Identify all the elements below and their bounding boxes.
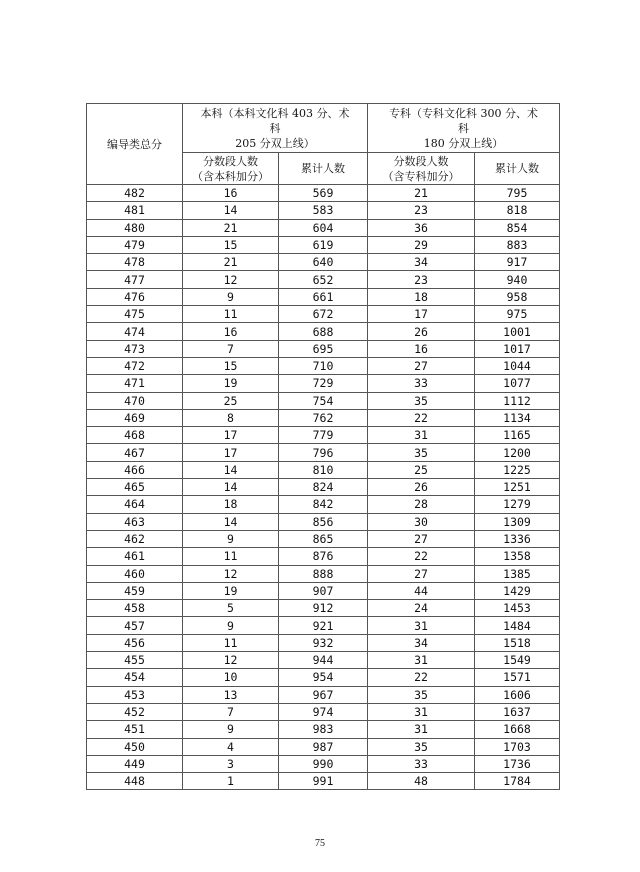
zhuanke-cumulative-cell: 975 [475, 306, 560, 323]
zhuanke-count-cell: 34 [368, 634, 475, 651]
zhuanke-count-cell: 29 [368, 236, 475, 253]
zhuanke-cumulative-cell: 1165 [475, 427, 560, 444]
benke-cumulative-cell: 695 [279, 340, 368, 357]
header-benke-cumulative: 累计人数 [279, 153, 368, 185]
benke-cumulative-cell: 583 [279, 202, 368, 219]
table-row [87, 236, 560, 253]
benke-cumulative-cell: 921 [279, 617, 368, 634]
zhuanke-count-cell: 31 [368, 721, 475, 738]
benke-cumulative-cell: 688 [279, 323, 368, 340]
total-score-cell: 466 [87, 461, 183, 478]
zhuanke-count-cell: 23 [368, 271, 475, 288]
zhuanke-cumulative-cell: 1200 [475, 444, 560, 461]
total-score-cell: 451 [87, 721, 183, 738]
table-row [87, 669, 560, 686]
table-row [87, 703, 560, 720]
table-row [87, 548, 560, 565]
header-zhuanke-group: 专科（专科文化科 300 分、术 科 180 分双上线） [368, 104, 560, 153]
total-score-cell: 482 [87, 185, 183, 202]
zhuanke-cumulative-cell: 818 [475, 202, 560, 219]
total-score-cell: 450 [87, 738, 183, 755]
total-score-cell: 461 [87, 548, 183, 565]
zhuanke-cumulative-cell: 1736 [475, 755, 560, 772]
zhuanke-cumulative-cell: 1279 [475, 496, 560, 513]
total-score-cell: 465 [87, 479, 183, 496]
benke-cumulative-cell: 652 [279, 271, 368, 288]
zhuanke-count-cell: 48 [368, 773, 475, 790]
benke-cumulative-cell: 796 [279, 444, 368, 461]
table-row [87, 323, 560, 340]
zhuanke-count-cell: 17 [368, 306, 475, 323]
total-score-cell: 457 [87, 617, 183, 634]
benke-count-cell: 18 [183, 496, 279, 513]
benke-cumulative-cell: 987 [279, 738, 368, 755]
zhuanke-cumulative-cell: 1637 [475, 703, 560, 720]
total-score-cell: 468 [87, 427, 183, 444]
benke-cumulative-cell: 842 [279, 496, 368, 513]
zhuanke-cumulative-cell: 940 [475, 271, 560, 288]
zhuanke-cumulative-cell: 917 [475, 254, 560, 271]
zhuanke-cumulative-cell: 1385 [475, 565, 560, 582]
zhuanke-count-cell: 16 [368, 340, 475, 357]
score-distribution-table [86, 103, 560, 790]
benke-count-cell: 3 [183, 755, 279, 772]
total-score-cell: 480 [87, 219, 183, 236]
benke-cumulative-cell: 954 [279, 669, 368, 686]
benke-count-cell: 11 [183, 548, 279, 565]
zhuanke-count-cell: 26 [368, 479, 475, 496]
benke-cumulative-cell: 604 [279, 219, 368, 236]
total-score-cell: 472 [87, 357, 183, 374]
total-score-cell: 462 [87, 530, 183, 547]
header-benke-count: 分数段人数 （含本科加分） [183, 153, 279, 185]
zhuanke-count-cell: 22 [368, 409, 475, 426]
zhuanke-cumulative-cell: 1606 [475, 686, 560, 703]
table-row [87, 427, 560, 444]
benke-cumulative-cell: 729 [279, 375, 368, 392]
table-row [87, 721, 560, 738]
table-row [87, 686, 560, 703]
zhuanke-count-cell: 31 [368, 652, 475, 669]
benke-count-cell: 21 [183, 219, 279, 236]
benke-cumulative-cell: 779 [279, 427, 368, 444]
table-row [87, 738, 560, 755]
zhuanke-cumulative-cell: 1453 [475, 600, 560, 617]
benke-count-cell: 19 [183, 582, 279, 599]
benke-count-cell: 14 [183, 202, 279, 219]
table-row [87, 652, 560, 669]
benke-cumulative-cell: 974 [279, 703, 368, 720]
table-row [87, 479, 560, 496]
zhuanke-cumulative-cell: 1001 [475, 323, 560, 340]
benke-cumulative-cell: 990 [279, 755, 368, 772]
total-score-cell: 456 [87, 634, 183, 651]
page-number: 75 [315, 838, 325, 849]
benke-count-cell: 12 [183, 652, 279, 669]
benke-count-cell: 25 [183, 392, 279, 409]
benke-cumulative-cell: 912 [279, 600, 368, 617]
zhuanke-count-cell: 28 [368, 496, 475, 513]
zhuanke-cumulative-cell: 1134 [475, 409, 560, 426]
table-row [87, 306, 560, 323]
table-row [87, 634, 560, 651]
total-score-cell: 479 [87, 236, 183, 253]
zhuanke-cumulative-cell: 1225 [475, 461, 560, 478]
benke-cumulative-cell: 967 [279, 686, 368, 703]
benke-cumulative-cell: 619 [279, 236, 368, 253]
benke-count-cell: 14 [183, 479, 279, 496]
zhuanke-count-cell: 26 [368, 323, 475, 340]
benke-count-cell: 16 [183, 323, 279, 340]
benke-count-cell: 9 [183, 721, 279, 738]
zhuanke-cumulative-cell: 795 [475, 185, 560, 202]
table-row [87, 375, 560, 392]
zhuanke-count-cell: 22 [368, 548, 475, 565]
total-score-cell: 467 [87, 444, 183, 461]
zhuanke-count-cell: 22 [368, 669, 475, 686]
zhuanke-cumulative-cell: 1571 [475, 669, 560, 686]
zhuanke-count-cell: 34 [368, 254, 475, 271]
benke-cumulative-cell: 991 [279, 773, 368, 790]
table-row [87, 444, 560, 461]
benke-cumulative-cell: 865 [279, 530, 368, 547]
header-benke-group: 本科（本科文化科 403 分、术 科 205 分双上线） [183, 104, 368, 153]
benke-cumulative-cell: 672 [279, 306, 368, 323]
benke-count-cell: 1 [183, 773, 279, 790]
benke-cumulative-cell: 983 [279, 721, 368, 738]
benke-count-cell: 4 [183, 738, 279, 755]
total-score-cell: 470 [87, 392, 183, 409]
zhuanke-cumulative-cell: 1112 [475, 392, 560, 409]
zhuanke-cumulative-cell: 1549 [475, 652, 560, 669]
benke-cumulative-cell: 810 [279, 461, 368, 478]
total-score-cell: 459 [87, 582, 183, 599]
total-score-cell: 474 [87, 323, 183, 340]
benke-count-cell: 11 [183, 634, 279, 651]
benke-cumulative-cell: 569 [279, 185, 368, 202]
benke-count-cell: 19 [183, 375, 279, 392]
table-row [87, 565, 560, 582]
benke-count-cell: 13 [183, 686, 279, 703]
benke-cumulative-cell: 661 [279, 288, 368, 305]
zhuanke-cumulative-cell: 1784 [475, 773, 560, 790]
zhuanke-count-cell: 44 [368, 582, 475, 599]
total-score-cell: 454 [87, 669, 183, 686]
total-score-cell: 453 [87, 686, 183, 703]
benke-cumulative-cell: 824 [279, 479, 368, 496]
benke-count-cell: 15 [183, 357, 279, 374]
total-score-cell: 469 [87, 409, 183, 426]
zhuanke-cumulative-cell: 1429 [475, 582, 560, 599]
benke-count-cell: 10 [183, 669, 279, 686]
benke-count-cell: 14 [183, 461, 279, 478]
total-score-cell: 481 [87, 202, 183, 219]
total-score-cell: 471 [87, 375, 183, 392]
total-score-cell: 475 [87, 306, 183, 323]
table-row [87, 600, 560, 617]
zhuanke-count-cell: 27 [368, 530, 475, 547]
table-row [87, 755, 560, 772]
zhuanke-count-cell: 21 [368, 185, 475, 202]
zhuanke-count-cell: 31 [368, 427, 475, 444]
benke-count-cell: 21 [183, 254, 279, 271]
zhuanke-count-cell: 35 [368, 738, 475, 755]
total-score-cell: 464 [87, 496, 183, 513]
benke-count-cell: 17 [183, 427, 279, 444]
table-row [87, 185, 560, 202]
benke-cumulative-cell: 762 [279, 409, 368, 426]
zhuanke-count-cell: 27 [368, 565, 475, 582]
zhuanke-count-cell: 27 [368, 357, 475, 374]
header-zhuanke-count: 分数段人数 （含专科加分） [368, 153, 475, 185]
table-row [87, 582, 560, 599]
table-body [87, 185, 560, 790]
total-score-cell: 460 [87, 565, 183, 582]
benke-count-cell: 8 [183, 409, 279, 426]
benke-cumulative-cell: 932 [279, 634, 368, 651]
total-score-cell: 478 [87, 254, 183, 271]
zhuanke-count-cell: 24 [368, 600, 475, 617]
table-row [87, 254, 560, 271]
zhuanke-cumulative-cell: 1518 [475, 634, 560, 651]
benke-cumulative-cell: 754 [279, 392, 368, 409]
table-row [87, 513, 560, 530]
header-total-score: 编导类总分 [87, 104, 183, 185]
table-row [87, 773, 560, 790]
zhuanke-cumulative-cell: 1017 [475, 340, 560, 357]
table-row [87, 202, 560, 219]
table-row [87, 357, 560, 374]
zhuanke-count-cell: 30 [368, 513, 475, 530]
zhuanke-cumulative-cell: 883 [475, 236, 560, 253]
benke-count-cell: 14 [183, 513, 279, 530]
total-score-cell: 448 [87, 773, 183, 790]
header-zhuanke-cumulative: 累计人数 [475, 153, 560, 185]
zhuanke-count-cell: 35 [368, 686, 475, 703]
table-row [87, 340, 560, 357]
benke-count-cell: 16 [183, 185, 279, 202]
table-row [87, 461, 560, 478]
benke-cumulative-cell: 710 [279, 357, 368, 374]
table-row [87, 496, 560, 513]
zhuanke-count-cell: 36 [368, 219, 475, 236]
total-score-cell: 463 [87, 513, 183, 530]
zhuanke-count-cell: 35 [368, 392, 475, 409]
benke-count-cell: 15 [183, 236, 279, 253]
benke-count-cell: 9 [183, 617, 279, 634]
total-score-cell: 458 [87, 600, 183, 617]
zhuanke-count-cell: 35 [368, 444, 475, 461]
zhuanke-cumulative-cell: 1044 [475, 357, 560, 374]
table-row [87, 288, 560, 305]
table-row [87, 271, 560, 288]
benke-count-cell: 12 [183, 565, 279, 582]
zhuanke-cumulative-cell: 1703 [475, 738, 560, 755]
total-score-cell: 449 [87, 755, 183, 772]
total-score-cell: 455 [87, 652, 183, 669]
zhuanke-count-cell: 33 [368, 375, 475, 392]
zhuanke-cumulative-cell: 1336 [475, 530, 560, 547]
zhuanke-cumulative-cell: 1484 [475, 617, 560, 634]
zhuanke-count-cell: 33 [368, 755, 475, 772]
benke-cumulative-cell: 856 [279, 513, 368, 530]
table-row [87, 392, 560, 409]
zhuanke-cumulative-cell: 854 [475, 219, 560, 236]
benke-count-cell: 7 [183, 340, 279, 357]
zhuanke-cumulative-cell: 1251 [475, 479, 560, 496]
benke-cumulative-cell: 876 [279, 548, 368, 565]
zhuanke-count-cell: 31 [368, 703, 475, 720]
benke-count-cell: 7 [183, 703, 279, 720]
zhuanke-count-cell: 31 [368, 617, 475, 634]
zhuanke-count-cell: 18 [368, 288, 475, 305]
table-row [87, 409, 560, 426]
table-row [87, 617, 560, 634]
zhuanke-cumulative-cell: 1668 [475, 721, 560, 738]
benke-cumulative-cell: 907 [279, 582, 368, 599]
benke-count-cell: 9 [183, 530, 279, 547]
zhuanke-cumulative-cell: 1077 [475, 375, 560, 392]
benke-count-cell: 11 [183, 306, 279, 323]
benke-count-cell: 9 [183, 288, 279, 305]
benke-count-cell: 12 [183, 271, 279, 288]
total-score-cell: 476 [87, 288, 183, 305]
benke-cumulative-cell: 888 [279, 565, 368, 582]
zhuanke-count-cell: 23 [368, 202, 475, 219]
benke-cumulative-cell: 640 [279, 254, 368, 271]
total-score-cell: 473 [87, 340, 183, 357]
table-row [87, 530, 560, 547]
benke-cumulative-cell: 944 [279, 652, 368, 669]
table-row [87, 219, 560, 236]
zhuanke-count-cell: 25 [368, 461, 475, 478]
zhuanke-cumulative-cell: 958 [475, 288, 560, 305]
zhuanke-cumulative-cell: 1309 [475, 513, 560, 530]
total-score-cell: 477 [87, 271, 183, 288]
zhuanke-cumulative-cell: 1358 [475, 548, 560, 565]
benke-count-cell: 5 [183, 600, 279, 617]
total-score-cell: 452 [87, 703, 183, 720]
benke-count-cell: 17 [183, 444, 279, 461]
